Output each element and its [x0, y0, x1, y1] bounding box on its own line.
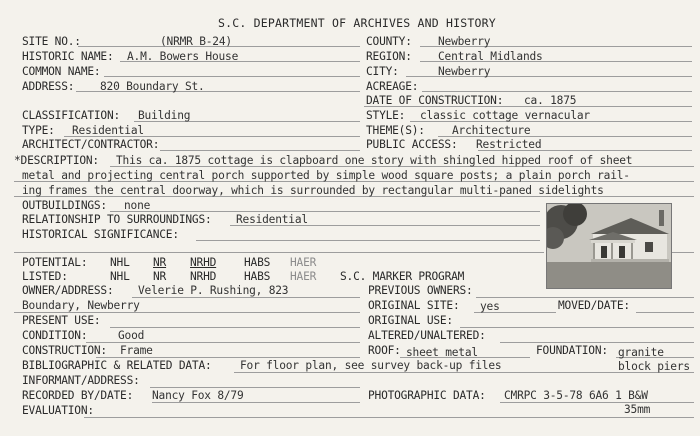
rule — [96, 357, 360, 358]
classification-value: Building — [138, 109, 191, 122]
historical-significance-label: HISTORICAL SIGNIFICANCE: — [22, 228, 179, 241]
rule — [196, 240, 540, 241]
potential-code-nr: NR — [153, 256, 167, 269]
bibliographic-label: BIBLIOGRAPHIC & RELATED DATA: — [22, 359, 212, 372]
outbuildings-value: none — [124, 199, 151, 212]
common-name-label: COMMON NAME: — [22, 65, 101, 78]
rule — [636, 312, 694, 313]
listed-code-nrhd: NRHD — [190, 270, 217, 283]
rule — [132, 297, 360, 298]
rule — [670, 252, 694, 253]
form-title: S.C. DEPARTMENT OF ARCHIVES AND HISTORY — [218, 16, 496, 30]
listed-code-habs: HABS — [244, 270, 271, 283]
outbuildings-label: OUTBUILDINGS: — [22, 199, 107, 212]
description-label: *DESCRIPTION: — [14, 154, 99, 167]
date-of-construction-label: DATE OF CONSTRUCTION: — [366, 94, 504, 107]
region-value: Central Midlands — [438, 50, 543, 63]
site-no-label: SITE NO.: — [22, 35, 81, 48]
foundation-value-2: block piers — [618, 360, 690, 373]
original-use-label: ORIGINAL USE: — [368, 314, 453, 327]
rule — [14, 252, 544, 253]
owner-address-value: Velerie P. Rushing, 823 — [138, 284, 289, 297]
original-site-label: ORIGINAL SITE: — [368, 299, 460, 312]
bibliographic-value: For floor plan, see survey back-up files — [240, 359, 502, 372]
house-photograph — [546, 203, 672, 289]
historic-name-label: HISTORIC NAME: — [22, 50, 114, 63]
listed-code-haer: HAER — [290, 270, 317, 283]
description-line-3: ing frames the central doorway, which is surrounded by rectangular multi-paned sidelights — [22, 184, 604, 197]
rule — [14, 312, 360, 313]
foundation-label: FOUNDATION: — [536, 344, 608, 357]
rule — [84, 417, 694, 418]
relationship-label: RELATIONSHIP TO SURROUNDINGS: — [22, 213, 212, 226]
informant-label: INFORMANT/ADDRESS: — [22, 374, 140, 387]
description-line-1: This ca. 1875 cottage is clapboard one story with shingled hipped roof of sheet — [116, 154, 633, 167]
rule — [422, 91, 692, 92]
county-value: Newberry — [438, 35, 491, 48]
theme-label: THEME(S): — [366, 124, 425, 137]
potential-code-haer: HAER — [290, 256, 317, 269]
roof-value: sheet metal — [406, 346, 478, 359]
historic-name-value: A.M. Bowers House — [127, 50, 239, 63]
description-line-2: metal and projecting central porch supported by simple wood square posts; a plain porch rail- — [22, 169, 630, 182]
address-label: ADDRESS: — [22, 80, 75, 93]
potential-code-habs: HABS — [244, 256, 271, 269]
type-label: TYPE: — [22, 124, 55, 137]
region-label: REGION: — [366, 50, 412, 63]
moved-date-label: MOVED/DATE: — [558, 299, 630, 312]
theme-value: Architecture — [452, 124, 531, 137]
photographic-data-value: CMRPC 3-5-78 6A6 1 B&W — [504, 389, 648, 402]
potential-code-nrhd: NRHD — [190, 256, 217, 269]
rule — [110, 211, 540, 212]
altered-label: ALTERED/UNALTERED: — [368, 329, 486, 342]
roof-label: ROOF: — [368, 344, 401, 357]
potential-code-nhl: NHL — [110, 256, 130, 269]
previous-owners-label: PREVIOUS OWNERS: — [368, 284, 473, 297]
city-value: Newberry — [438, 65, 491, 78]
listed-code-nr: NR — [153, 270, 167, 283]
rule — [500, 342, 694, 343]
rule — [110, 327, 360, 328]
rule — [104, 76, 360, 77]
condition-value: Good — [118, 329, 145, 342]
house-photo-image — [547, 204, 671, 288]
rule — [500, 402, 694, 403]
public-access-label: PUBLIC ACCESS: — [366, 138, 458, 151]
listed-label: LISTED: — [22, 270, 68, 283]
rule — [86, 342, 360, 343]
date-of-construction-value: ca. 1875 — [524, 94, 577, 107]
public-access-value: Restricted — [476, 138, 542, 151]
rule — [160, 150, 360, 151]
potential-label: POTENTIAL: — [22, 256, 88, 269]
architect-label: ARCHITECT/CONTRACTOR: — [22, 138, 160, 151]
recorded-by-label: RECORDED BY/DATE: — [22, 389, 134, 402]
rule — [476, 297, 694, 298]
city-label: CITY: — [366, 65, 399, 78]
site-no-value: (NRMR B-24) — [160, 35, 232, 48]
foundation-value: granite — [618, 346, 664, 359]
address-value: 820 Boundary St. — [100, 80, 205, 93]
photographic-data-value-2: 35mm — [624, 403, 651, 416]
photographic-data-label: PHOTOGRAPHIC DATA: — [368, 389, 486, 402]
marker-program-title: S.C. MARKER PROGRAM — [340, 270, 465, 283]
construction-label: CONSTRUCTION: — [22, 344, 107, 357]
rule — [460, 327, 694, 328]
rule — [152, 402, 360, 403]
type-value: Residential — [72, 124, 144, 137]
original-site-value: yes — [480, 300, 500, 313]
relationship-value: Residential — [236, 213, 308, 226]
recorded-by-value: Nancy Fox 8/79 — [152, 389, 244, 402]
present-use-label: PRESENT USE: — [22, 314, 101, 327]
style-label: STYLE: — [366, 109, 406, 122]
construction-value: Frame — [120, 344, 153, 357]
style-value: classic cottage vernacular — [420, 109, 590, 122]
listed-code-nhl: NHL — [110, 270, 130, 283]
acreage-label: ACREAGE: — [366, 80, 419, 93]
evaluation-label: EVALUATION: — [22, 404, 94, 417]
county-label: COUNTY: — [366, 35, 412, 48]
rule — [150, 387, 360, 388]
classification-label: CLASSIFICATION: — [22, 109, 121, 122]
condition-label: CONDITION: — [22, 329, 88, 342]
owner-address-value-2: Boundary, Newberry — [22, 299, 140, 312]
owner-address-label: OWNER/ADDRESS: — [22, 284, 114, 297]
